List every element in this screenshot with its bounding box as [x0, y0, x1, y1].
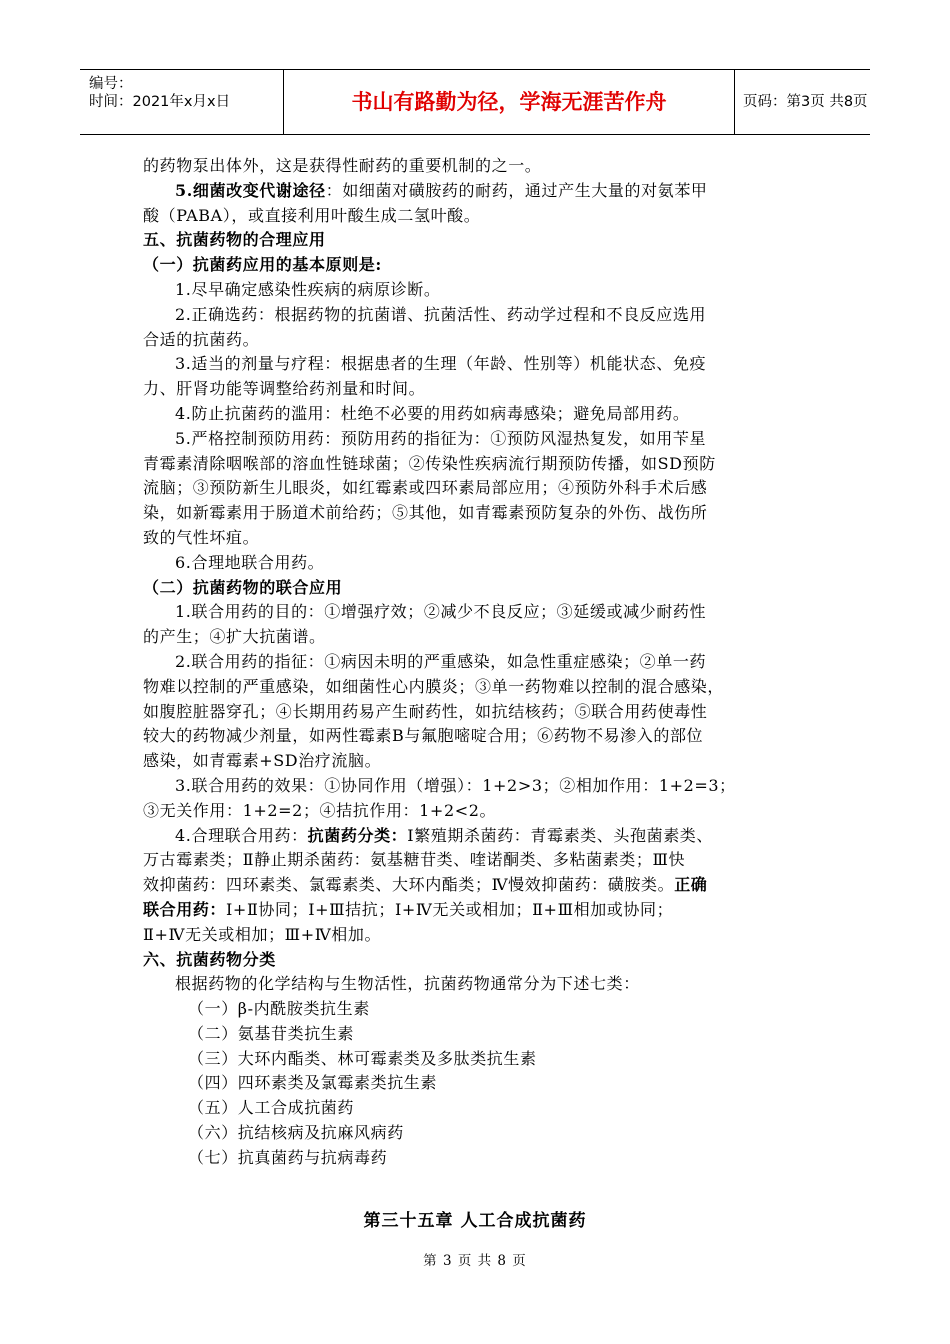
text-line — [143, 179, 811, 204]
subsection-heading: （二）抗菌药物的联合应用 — [143, 577, 343, 597]
text-line: 如腹腔脏器穿孔；④长期用药易产生耐药性，如抗结核药；⑤联合用药使毒性 — [143, 701, 708, 721]
text-line: 较大的药物减少剂量，如两性霉素B与氟胞嘧啶合用；⑥药物不易渗入的部位 — [143, 726, 704, 746]
text-line — [143, 824, 811, 849]
text-line: 1.联合用药的目的：①增强疗效；②减少不良反应；③延缓或减少耐药性 — [175, 602, 707, 622]
text-line: 3.联合用药的效果：①协同作用（增强）：1+2>3；②相加作用：1+2=3； — [175, 775, 736, 795]
text-line: 2.正确选药：根据药物的抗菌谱、抗菌活性、药动学过程和不良反应选用 — [175, 304, 707, 324]
subheading: 正确 — [674, 875, 708, 895]
text-line: 根据药物的化学结构与生物活性，抗菌药物通常分为下述七类： — [175, 974, 640, 994]
subheading: 抗菌药分类： — [307, 825, 408, 845]
text-line: 2.联合用药的指征：①病因未明的严重感染，如急性重症感染；②单一药 — [175, 651, 707, 671]
text-line: 3.适当的剂量与疗程：根据患者的生理（年龄、性别等）机能状态、免疫 — [175, 354, 707, 374]
text-line: 4.防止抗菌药的滥用：杜绝不必要的用药如病毒感染；避免局部用药。 — [175, 403, 690, 423]
chapter-title: 第三十五章 人工合成抗菌药 — [363, 1211, 587, 1231]
text-line: 的药物泵出体外，这是获得性耐药的重要机制的之一。 — [143, 156, 542, 175]
text-span: 效抑菌药：四环素类、氯霉素类、大环内酯类；Ⅳ慢效抑菌药：磺胺类。 — [143, 875, 675, 895]
text-span: Ⅰ+Ⅱ协同；Ⅰ+Ⅲ拮抗；Ⅰ+Ⅳ无关或相加；Ⅱ+Ⅲ相加或协同； — [226, 899, 674, 919]
section-heading: 五、抗菌药物的合理应用 — [143, 230, 326, 250]
list-item: （二）氨基苷类抗生素 — [188, 1023, 355, 1043]
page-header — [80, 69, 870, 135]
section-heading: 六、抗菌药物分类 — [143, 949, 276, 969]
subsection-heading: （一）抗菌药应用的基本原则是: — [143, 255, 382, 275]
text-span: Ⅰ繁殖期杀菌药：青霉素类、头孢菌素类、 — [407, 825, 714, 845]
text-line: 酸（PABA），或直接利用叶酸生成二氢叶酸。 — [143, 205, 481, 225]
text-line: 万古霉素类；Ⅱ静止期杀菌药：氨基糖苷类、喹诺酮类、多粘菌素类；Ⅲ快 — [143, 850, 686, 870]
text-line: 1.尽早确定感染性疾病的病原诊断。 — [175, 279, 441, 299]
text-span: 4.合理联合用药： — [175, 825, 308, 845]
text-line: 的产生；④扩大抗菌谱。 — [143, 627, 326, 647]
number-label: 编号： — [89, 76, 133, 92]
text-line: ③无关作用：1+2=2；④拮抗作用：1+2<2。 — [143, 800, 497, 820]
list-item: （四）四环素类及氯霉素类抗生素 — [188, 1073, 438, 1093]
list-item: （七）抗真菌药与抗病毒药 — [188, 1147, 388, 1167]
text-line — [143, 873, 811, 898]
text-line: 致的气性坏疽。 — [143, 527, 260, 547]
subheading: 联合用药： — [143, 899, 227, 919]
text-line: 流脑；③预防新生儿眼炎，如红霉素或四环素局部应用；④预防外科手术后感 — [143, 478, 708, 498]
text-line: 6.合理地联合用药。 — [175, 552, 325, 572]
document-body — [143, 154, 811, 1171]
text-line: 物难以控制的严重感染，如细菌性心内膜炎；③单一药物难以控制的混合感染， — [143, 676, 725, 696]
list-item: （五）人工合成抗菌药 — [188, 1098, 355, 1118]
text-line: 合适的抗菌药。 — [143, 329, 260, 349]
header-page-code: 页码：第3页 共8页 — [743, 94, 868, 110]
text-line: 5.严格控制预防用药：预防用药的指征为：①预防风湿热复发，如用苄星 — [175, 428, 707, 448]
text-line: 感染，如青霉素+SD治疗流脑。 — [143, 751, 382, 771]
header-meta — [80, 70, 284, 134]
list-item: （六）抗结核病及抗麻风病药 — [188, 1123, 404, 1143]
text-span: ：如细菌对磺胺药的耐药，通过产生大量的对氨苯甲 — [325, 180, 708, 200]
text-line: 青霉素清除咽喉部的溶血性链球菌；②传染性疾病流行期预防传播，如SD预防 — [143, 453, 716, 473]
header-motto: 书山有路勤为径，学海无涯苦作舟 — [284, 70, 735, 134]
text-line: 染，如新霉素用于肠道术前给药；⑤其他，如青霉素预防复杂的外伤、战伤所 — [143, 503, 708, 523]
text-line: 力、肝肾功能等调整给药剂量和时间。 — [143, 379, 426, 399]
subheading: 5.细菌改变代谢途径 — [175, 180, 326, 200]
list-item: （一）β-内酰胺类抗生素 — [188, 999, 370, 1019]
text-line: Ⅱ+Ⅳ无关或相加；Ⅲ+Ⅳ相加。 — [143, 924, 382, 944]
text-line — [143, 898, 811, 923]
time-label: 时间：2021年x月x日 — [89, 94, 231, 110]
page-footer: 第 3 页 共 8 页 — [423, 1253, 527, 1269]
list-item: （三）大环内酯类、林可霉素类及多肽类抗生素 — [188, 1048, 537, 1068]
